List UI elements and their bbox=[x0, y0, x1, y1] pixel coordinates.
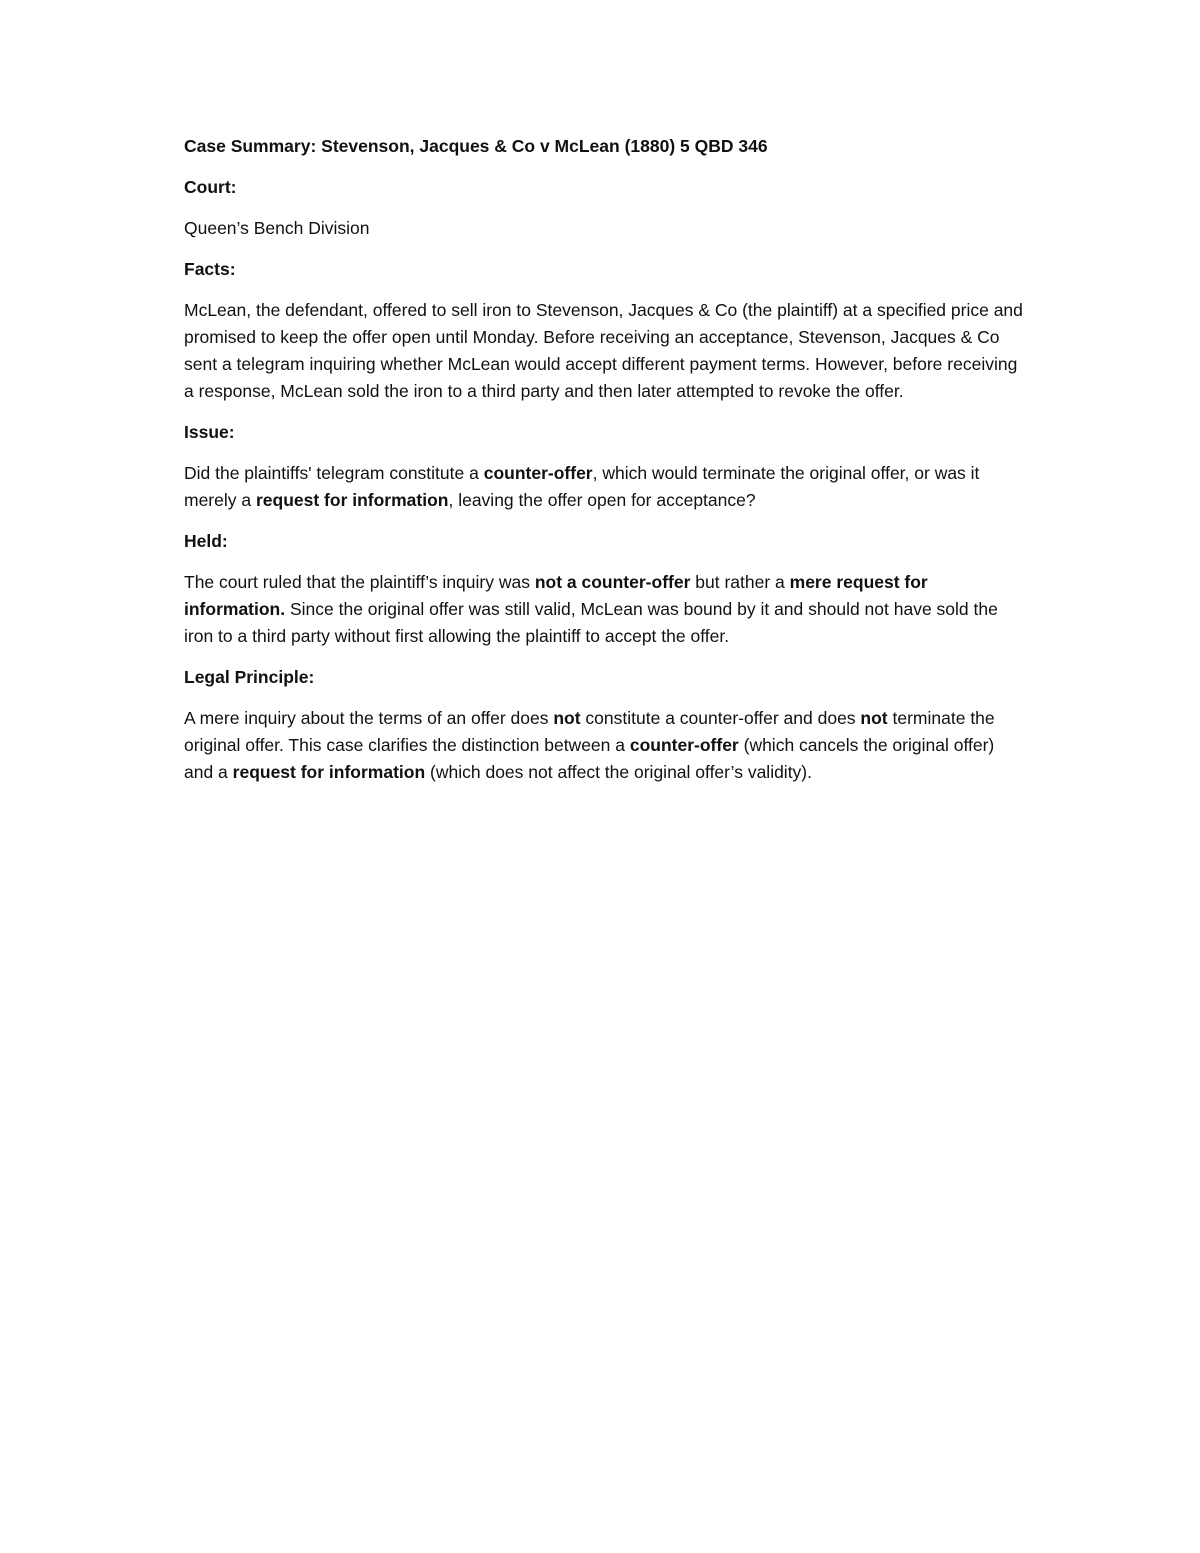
section-heading-legal-principle: Legal Principle: bbox=[184, 667, 315, 687]
emphasis-text: not a counter-offer bbox=[534, 572, 691, 592]
section-heading-facts: Facts: bbox=[184, 259, 236, 279]
body-text: constitute a counter-offer and does bbox=[580, 708, 861, 728]
body-text: terminate the original offer. This case clarifies the distinction between a bbox=[184, 708, 995, 755]
body-text: (which cancels the original offer) and a bbox=[184, 735, 995, 782]
emphasis-text: not bbox=[860, 708, 888, 728]
body-text: Queen’s Bench Division bbox=[184, 218, 370, 238]
document-title: Case Summary: Stevenson, Jacques & Co v McLean (1880) 5 QBD 346 bbox=[184, 136, 768, 156]
body-text: McLean, the defendant, offered to sell iron to Stevenson, Jacques & Co (the plaintiff) at a specified price and promised to keep the offer open until Monday. Before receiving an acceptance, Stevenson, Jacques & Co sent a telegram inquiring whether McLean would accept different payment terms. However, before receiving a response, McLean sold the iron to a third party and then later attempted to revoke the offer. bbox=[184, 300, 1023, 401]
document-page bbox=[184, 133, 1024, 800]
section-body-held bbox=[184, 569, 1024, 650]
section-body-facts bbox=[184, 297, 1024, 405]
body-text: , which would terminate the original offer, or was it merely a bbox=[184, 463, 980, 510]
emphasis-text: request for information bbox=[232, 762, 426, 782]
body-text: The court ruled that the plaintiff’s inquiry was bbox=[184, 572, 535, 592]
body-text: Since the original offer was still valid, McLean was bound by it and should not have sold the iron to a third party without first allowing the plaintiff to accept the offer. bbox=[184, 599, 998, 646]
emphasis-text: not bbox=[553, 708, 581, 728]
emphasis-text: mere request for information. bbox=[184, 572, 928, 619]
section-heading-held: Held: bbox=[184, 531, 228, 551]
section-body-court bbox=[184, 215, 1024, 242]
body-text: but rather a bbox=[690, 572, 790, 592]
emphasis-text: counter-offer bbox=[483, 463, 593, 483]
body-text: Did the plaintiffs' telegram constitute a bbox=[184, 463, 484, 483]
section-heading-court: Court: bbox=[184, 177, 237, 197]
body-text: A mere inquiry about the terms of an offer does bbox=[184, 708, 554, 728]
emphasis-text: counter-offer bbox=[629, 735, 739, 755]
emphasis-text: request for information bbox=[255, 490, 449, 510]
section-heading-issue: Issue: bbox=[184, 422, 235, 442]
body-text: , leaving the offer open for acceptance? bbox=[448, 490, 756, 510]
body-text: (which does not affect the original offer’s validity). bbox=[425, 762, 813, 782]
section-body-issue bbox=[184, 460, 1024, 514]
document-sections bbox=[184, 174, 1024, 786]
section-body-legal-principle bbox=[184, 705, 1024, 786]
